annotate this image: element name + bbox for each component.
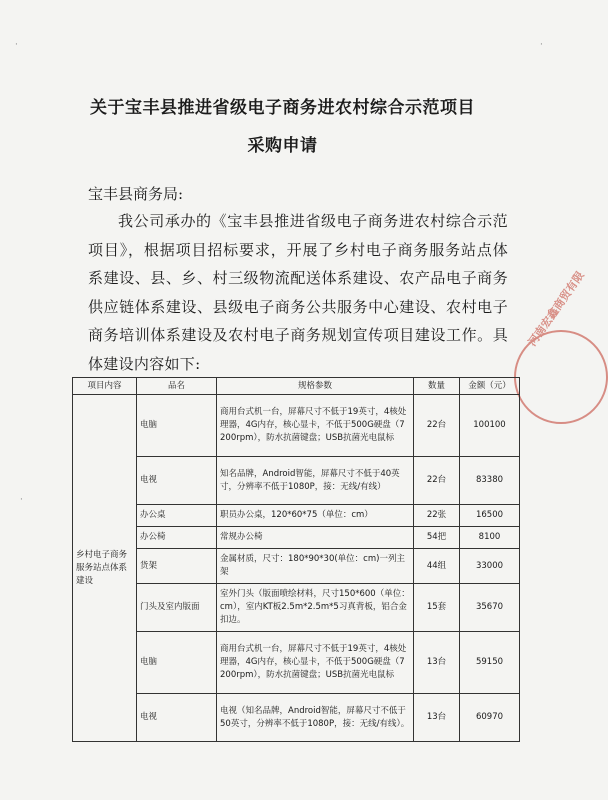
salutation: 宝丰县商务局: xyxy=(88,185,184,203)
table-row xyxy=(73,694,520,742)
table-row xyxy=(73,632,520,694)
item-spec: 商用台式机一台，屏幕尺寸不低于19英寸，4核处理器，4G内存，核心显卡，不低于500G硬盘（7200rpm），防水抗菌键盘；USB抗菌光电鼠标 xyxy=(217,395,414,457)
item-quantity: 44组 xyxy=(414,549,460,584)
item-quantity: 22台 xyxy=(414,395,460,457)
header-amount: 金额（元） xyxy=(460,378,520,395)
item-quantity: 22张 xyxy=(414,505,460,527)
item-quantity: 15套 xyxy=(414,584,460,632)
item-name: 办公桌 xyxy=(137,505,217,527)
item-amount: 35670 xyxy=(460,584,520,632)
item-amount: 100100 xyxy=(460,395,520,457)
body-paragraph: 我公司承办的《宝丰县推进省级电子商务进农村综合示范项目》，根据项目招标要求，开展了乡村电子商务服务站点体系建设、县、乡、村三级物流配送体系建设、农产品电子商务供应链体系建设、县级电子商务公共服务中心建设、农村电子商务培训体系建设及农村电子商务规划宣传项目建设工作。具体建设内容如下: xyxy=(88,212,508,373)
item-amount: 83380 xyxy=(460,457,520,505)
header-item: 品名 xyxy=(137,378,217,395)
project-cell: 乡村电子商务服务站点体系建设 xyxy=(73,395,137,742)
header-quantity: 数量 xyxy=(414,378,460,395)
item-spec: 常规办公椅 xyxy=(217,527,414,549)
item-amount: 16500 xyxy=(460,505,520,527)
table-row xyxy=(73,527,520,549)
item-name: 电视 xyxy=(137,694,217,742)
item-spec: 商用台式机一台，屏幕尺寸不低于19英寸，4核处理器，4G内存，核心显卡，不低于500G硬盘（7200rpm），防水抗菌键盘；USB抗菌光电鼠标 xyxy=(217,632,414,694)
seal-text: 河南宏鑫商贸有限 xyxy=(525,269,587,349)
item-spec: 金属材质，尺寸：180*90*30(单位：cm)一列主架 xyxy=(217,549,414,584)
table-row xyxy=(73,584,520,632)
item-spec: 电视（知名品牌，Android智能，屏幕尺寸不低于50英寸，分辨率不低于1080P，接：无线/有线）。 xyxy=(217,694,414,742)
table-row xyxy=(73,549,520,584)
header-spec: 规格参数 xyxy=(217,378,414,395)
item-amount: 59150 xyxy=(460,632,520,694)
item-name: 电脑 xyxy=(137,632,217,694)
margin-mark: · xyxy=(540,40,543,50)
margin-mark: · xyxy=(20,495,23,505)
item-name: 货架 xyxy=(137,549,217,584)
header-project: 项目内容 xyxy=(73,378,137,395)
item-quantity: 13台 xyxy=(414,694,460,742)
item-spec: 室外门头（版面喷绘材料，尺寸150*600（单位：cm），室内KT板2.5m*2.5m*5习真背板，铝合金扣边。 xyxy=(217,584,414,632)
company-seal xyxy=(514,269,608,424)
item-spec: 职员办公桌，120*60*75（单位：cm） xyxy=(217,505,414,527)
item-name: 电视 xyxy=(137,457,217,505)
item-quantity: 13台 xyxy=(414,632,460,694)
item-name: 办公椅 xyxy=(137,527,217,549)
table-row xyxy=(73,457,520,505)
item-amount: 33000 xyxy=(460,549,520,584)
table-header-row xyxy=(73,378,520,395)
item-name: 电脑 xyxy=(137,395,217,457)
table-row xyxy=(73,395,520,457)
margin-mark: · xyxy=(15,40,18,50)
item-amount: 60970 xyxy=(460,694,520,742)
item-spec: 知名品牌，Android智能，屏幕尺寸不低于40英寸，分辨率不低于1080P，接：无线/有线） xyxy=(217,457,414,505)
item-amount: 8100 xyxy=(460,527,520,549)
document-title: 关于宝丰县推进省级电子商务进农村综合示范项目 xyxy=(90,98,475,118)
item-quantity: 22台 xyxy=(414,457,460,505)
table-row xyxy=(73,505,520,527)
procurement-table xyxy=(72,377,520,742)
item-name: 门头及室内版面 xyxy=(137,584,217,632)
item-quantity: 54把 xyxy=(414,527,460,549)
document-subtitle: 采购申请 xyxy=(247,136,318,156)
